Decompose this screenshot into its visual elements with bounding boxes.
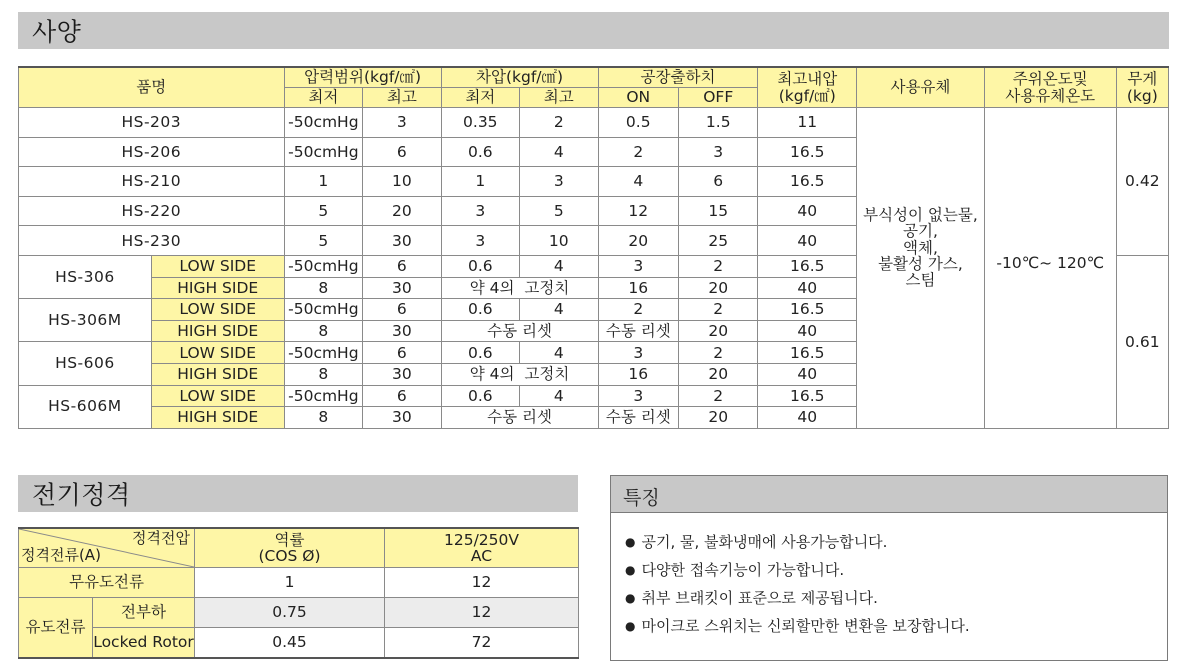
pressure-min-cell: 1 — [284, 167, 362, 197]
header-voltage-line1: 125/250V — [444, 530, 519, 549]
diff-max-cell: 4 — [520, 299, 598, 321]
off-cell: 2 — [679, 255, 758, 277]
header-max-pressure — [758, 67, 857, 108]
on-cell: 3 — [598, 385, 678, 407]
fluid-cell — [857, 108, 985, 429]
side-label-cell: HIGH SIDE — [151, 363, 284, 385]
header-pressure-min: 최저 — [284, 88, 362, 108]
diff-min-cell: 3 — [441, 196, 519, 226]
model-cell: HS-206 — [19, 137, 285, 167]
pressure-min-cell: 8 — [284, 407, 362, 429]
list-item: ● 마이크로 스위치는 신뢰할만한 변환을 보장합니다. — [625, 612, 970, 640]
diagonal-header-cell — [19, 528, 195, 568]
list-item: ● 공기, 물, 불화냉매에 사용가능합니다. — [625, 528, 970, 556]
diff-merged-cell: 수동 리셋 — [441, 320, 598, 342]
off-cell: 2 — [679, 385, 758, 407]
model-cell: HS-230 — [19, 226, 285, 256]
weight-cell-a: 0.42 — [1116, 108, 1168, 256]
full-load-label: 전부하 — [93, 598, 195, 628]
header-power-factor-line2: (COS Ø) — [258, 547, 321, 565]
pressure-max-cell: 10 — [363, 167, 441, 197]
pressure-max-cell: 20 — [363, 196, 441, 226]
header-voltage — [385, 528, 579, 568]
header-on: ON — [598, 88, 678, 108]
off-cell: 20 — [679, 320, 758, 342]
on-cell: 0.5 — [598, 108, 678, 138]
max-pressure-cell: 40 — [758, 226, 857, 256]
group-model-cell: HS-606M — [19, 385, 152, 428]
fluid-line-3: 액체, — [903, 238, 938, 257]
locked-rotor-label: Locked Rotor — [93, 628, 195, 659]
diff-merged-cell: 약 4의 고정치 — [441, 277, 598, 299]
table-row — [19, 568, 579, 598]
max-pressure-cell: 40 — [758, 407, 857, 429]
header-product: 품명 — [19, 67, 285, 108]
fluid-line-4: 불활성 가스, — [878, 254, 963, 273]
diff-min-cell: 0.6 — [441, 385, 519, 407]
max-pressure-cell: 40 — [758, 196, 857, 226]
weight-cell-b: 0.61 — [1116, 255, 1168, 428]
electrical-table — [18, 527, 579, 659]
table-row — [19, 628, 579, 659]
diff-min-cell: 1 — [441, 167, 519, 197]
diff-min-cell: 0.6 — [441, 299, 519, 321]
pressure-max-cell: 30 — [363, 363, 441, 385]
diff-merged-cell: 약 4의 고정치 — [441, 363, 598, 385]
header-diff-max: 최고 — [520, 88, 598, 108]
side-label-cell: HIGH SIDE — [151, 320, 284, 342]
header-pressure-max: 최고 — [363, 88, 441, 108]
off-cell: 20 — [679, 277, 758, 299]
pressure-max-cell: 30 — [363, 226, 441, 256]
on-cell: 4 — [598, 167, 678, 197]
off-cell: 25 — [679, 226, 758, 256]
features-box — [610, 475, 1168, 661]
max-pressure-cell: 16.5 — [758, 342, 857, 364]
off-cell: 1.5 — [679, 108, 758, 138]
max-pressure-cell: 16.5 — [758, 255, 857, 277]
full-load-current: 12 — [385, 598, 579, 628]
max-pressure-cell: 16.5 — [758, 299, 857, 321]
diff-max-cell: 5 — [520, 196, 598, 226]
pressure-min-cell: 8 — [284, 363, 362, 385]
pressure-min-cell: -50cmHg — [284, 255, 362, 277]
header-max-pressure-line2: (kgf/㎠) — [778, 86, 836, 105]
pressure-max-cell: 6 — [363, 137, 441, 167]
pressure-min-cell: -50cmHg — [284, 385, 362, 407]
on-cell: 20 — [598, 226, 678, 256]
off-cell: 20 — [679, 407, 758, 429]
on-cell: 2 — [598, 299, 678, 321]
on-cell: 3 — [598, 255, 678, 277]
diag-bottom-label: 정격전류(A) — [21, 546, 101, 565]
diff-max-cell: 10 — [520, 226, 598, 256]
max-pressure-cell: 16.5 — [758, 385, 857, 407]
fluid-line-1: 부식성이 없는물, — [863, 206, 978, 225]
header-diff-pressure: 차압(kgf/㎠) — [441, 67, 598, 88]
electrical-header-row — [19, 528, 579, 568]
header-off: OFF — [679, 88, 758, 108]
pressure-max-cell: 3 — [363, 108, 441, 138]
pressure-max-cell: 6 — [363, 342, 441, 364]
header-ambient — [984, 67, 1116, 108]
electrical-title-bar — [18, 475, 578, 512]
fluid-line-5: 스팀 — [905, 271, 936, 290]
diff-max-cell: 2 — [520, 108, 598, 138]
max-pressure-cell: 40 — [758, 277, 857, 299]
electrical-title: 전기정격 — [32, 479, 131, 509]
full-load-pf: 0.75 — [195, 598, 385, 628]
header-weight-line2: (kg) — [1126, 86, 1158, 105]
fluid-line-2: 공기, — [903, 222, 938, 241]
diff-max-cell: 4 — [520, 137, 598, 167]
features-title: 특징 — [623, 487, 660, 509]
ambient-temp-cell: -10℃~ 120℃ — [984, 108, 1116, 429]
on-cell: 수동 리셋 — [598, 320, 678, 342]
spec-title: 사양 — [32, 16, 82, 46]
side-label-cell: LOW SIDE — [151, 299, 284, 321]
on-cell: 16 — [598, 277, 678, 299]
side-label-cell: HIGH SIDE — [151, 407, 284, 429]
list-item: ● 취부 브래킷이 표준으로 제공됩니다. — [625, 584, 970, 612]
off-cell: 2 — [679, 299, 758, 321]
side-label-cell: LOW SIDE — [151, 385, 284, 407]
group-model-cell: HS-606 — [19, 342, 152, 385]
max-pressure-cell: 40 — [758, 363, 857, 385]
on-cell: 수동 리셋 — [598, 407, 678, 429]
side-label-cell: LOW SIDE — [151, 342, 284, 364]
header-factory-setting: 공장출하치 — [598, 67, 758, 88]
locked-rotor-current: 72 — [385, 628, 579, 659]
model-cell: HS-203 — [19, 108, 285, 138]
on-cell: 2 — [598, 137, 678, 167]
header-power-factor — [195, 528, 385, 568]
inductive-label: 유도전류 — [19, 598, 93, 659]
pressure-min-cell: -50cmHg — [284, 299, 362, 321]
non-inductive-pf: 1 — [195, 568, 385, 598]
pressure-max-cell: 6 — [363, 299, 441, 321]
pressure-min-cell: 8 — [284, 320, 362, 342]
off-cell: 15 — [679, 196, 758, 226]
group-model-cell: HS-306M — [19, 299, 152, 342]
pressure-min-cell: -50cmHg — [284, 108, 362, 138]
off-cell: 20 — [679, 363, 758, 385]
header-voltage-line2: AC — [470, 547, 493, 565]
diff-max-cell: 3 — [520, 167, 598, 197]
diff-max-cell: 4 — [520, 255, 598, 277]
diff-min-cell: 0.35 — [441, 108, 519, 138]
features-list — [625, 528, 970, 640]
header-pressure-range: 압력범위(kgf/㎠) — [284, 67, 441, 88]
diff-max-cell: 4 — [520, 342, 598, 364]
header-diff-min: 최저 — [441, 88, 519, 108]
header-ambient-line2: 사용유체온도 — [1005, 86, 1096, 105]
spec-table — [18, 66, 1169, 429]
features-header — [611, 476, 1167, 513]
pressure-min-cell: 8 — [284, 277, 362, 299]
diff-min-cell: 0.6 — [441, 137, 519, 167]
header-ambient-line1: 주위온도및 — [1012, 70, 1088, 89]
diff-max-cell: 4 — [520, 385, 598, 407]
pressure-min-cell: 5 — [284, 226, 362, 256]
diff-merged-cell: 수동 리셋 — [441, 407, 598, 429]
side-label-cell: HIGH SIDE — [151, 277, 284, 299]
on-cell: 16 — [598, 363, 678, 385]
max-pressure-cell: 11 — [758, 108, 857, 138]
header-power-factor-line1: 역률 — [274, 530, 305, 549]
off-cell: 2 — [679, 342, 758, 364]
group-model-cell: HS-306 — [19, 255, 152, 298]
model-cell: HS-220 — [19, 196, 285, 226]
pressure-min-cell: 5 — [284, 196, 362, 226]
header-weight-line1: 무게 — [1127, 70, 1158, 89]
header-weight — [1116, 67, 1168, 108]
on-cell: 12 — [598, 196, 678, 226]
off-cell: 6 — [679, 167, 758, 197]
max-pressure-cell: 16.5 — [758, 137, 857, 167]
pressure-max-cell: 6 — [363, 255, 441, 277]
pressure-min-cell: -50cmHg — [284, 137, 362, 167]
pressure-max-cell: 30 — [363, 407, 441, 429]
pressure-max-cell: 30 — [363, 277, 441, 299]
diff-min-cell: 0.6 — [441, 255, 519, 277]
pressure-min-cell: -50cmHg — [284, 342, 362, 364]
pressure-max-cell: 30 — [363, 320, 441, 342]
max-pressure-cell: 40 — [758, 320, 857, 342]
on-cell: 3 — [598, 342, 678, 364]
table-row — [19, 108, 1169, 138]
diff-min-cell: 3 — [441, 226, 519, 256]
spec-title-bar — [18, 12, 1169, 49]
off-cell: 3 — [679, 137, 758, 167]
non-inductive-current: 12 — [385, 568, 579, 598]
locked-rotor-pf: 0.45 — [195, 628, 385, 659]
spec-header-row-1 — [19, 67, 1169, 88]
max-pressure-cell: 16.5 — [758, 167, 857, 197]
header-fluid: 사용유체 — [857, 67, 985, 108]
side-label-cell: LOW SIDE — [151, 255, 284, 277]
list-item: ● 다양한 접속기능이 가능합니다. — [625, 556, 970, 584]
pressure-max-cell: 6 — [363, 385, 441, 407]
non-inductive-label: 무유도전류 — [19, 568, 195, 598]
diag-top-label: 정격전압 — [132, 529, 190, 547]
model-cell: HS-210 — [19, 167, 285, 197]
diff-min-cell: 0.6 — [441, 342, 519, 364]
table-row — [19, 598, 579, 628]
header-max-pressure-line1: 최고내압 — [777, 70, 838, 89]
